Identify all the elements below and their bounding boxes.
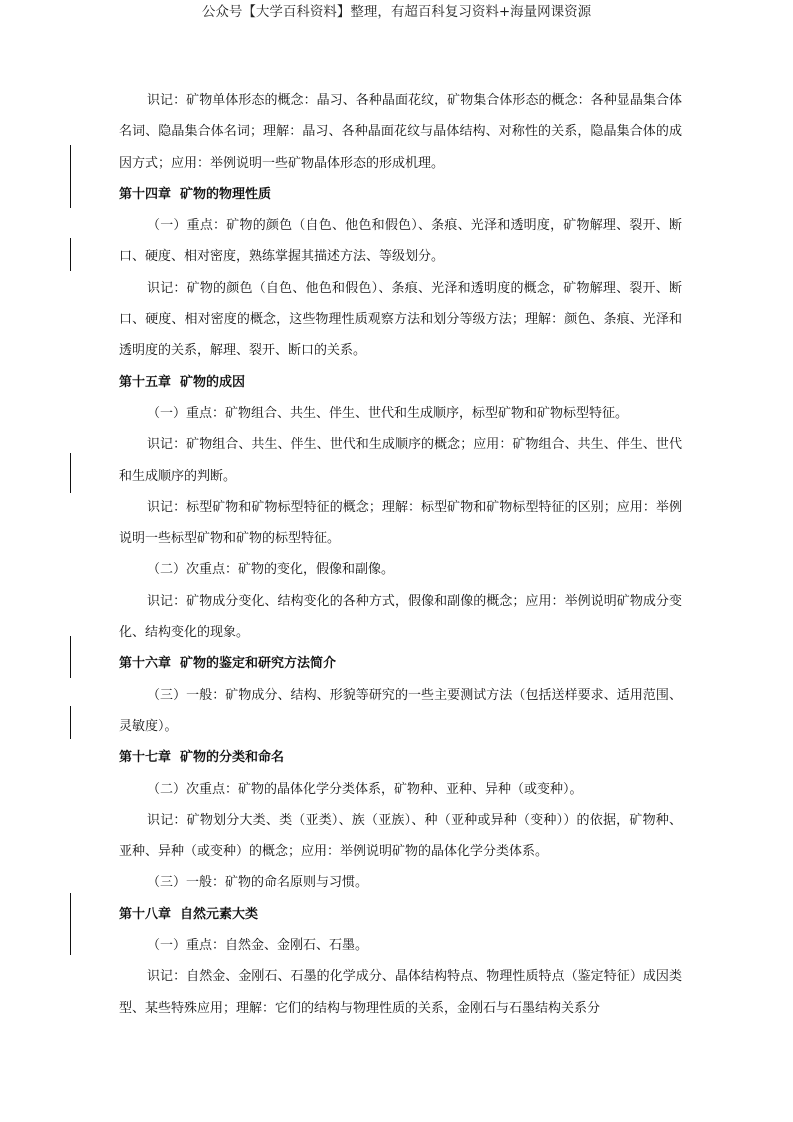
margin-change-bar (70, 636, 71, 678)
chapter-16-heading: 第十六章 矿物的鉴定和研究方法简介 (119, 656, 337, 672)
margin-change-bar (70, 145, 71, 208)
document-body (119, 85, 682, 1024)
paragraph-ch17-secondary-points: （二）次重点：矿物的晶体化学分类体系，矿物种、亚种、异种（或变种）。 (147, 781, 583, 797)
chapter-18-heading: 第十八章 自然元素大类 (119, 906, 259, 922)
paragraph-ch14-recall: 识记：矿物的颜色（自色、他色和假色）、条痕、光泽和透明度的概念，矿物解理、裂开、断口、硬度、相对密度的概念，这些物理性质观察方法和划分等级方法；理解：颜色、条痕、光泽和透明度的关系，解理、裂开、断口的关系。 (119, 280, 682, 359)
paragraph-ch17-general: （三）一般：矿物的命名原则与习惯。 (147, 875, 369, 891)
page-header: 公众号【大学百科资料】整理，有超百科复习资料+海量网课资源 (201, 4, 592, 20)
paragraph-ch18-recall: 识记：自然金、金刚石、石墨的化学成分、晶体结构特点、物理性质特点（鉴定特征）成因类型、某些特殊应用；理解：它们的结构与物理性质的关系，金刚石与石墨结构关系分 (119, 969, 682, 1016)
paragraph-mineral-morphology-recall: 识记：矿物单体形态的概念：晶习、各种晶面花纹，矿物集合体形态的概念：各种显晶集合体名词、隐晶集合体名词；理解：晶习、各种晶面花纹与晶体结构、对称性的关系，隐晶集合体的成因方式；应用：举例说明一些矿物晶体形态的形成机理。 (119, 93, 682, 171)
margin-change-bar (70, 706, 71, 739)
margin-change-bar (70, 453, 71, 493)
paragraph-ch15-recall-typomorphic: 识记：标型矿物和矿物标型特征的概念；理解：标型矿物和矿物标型特征的区别；应用：举例说明一些标型矿物和矿物的标型特征。 (119, 499, 682, 547)
paragraph-ch16-general: （三）一般：矿物成分、结构、形貌等研究的一些主要测试方法（包括送样要求、适用范围、灵敏度）。 (119, 687, 682, 734)
paragraph-ch15-secondary-points: （二）次重点：矿物的变化，假像和副像。 (147, 562, 395, 578)
paragraph-ch18-key-points: （一）重点：自然金、金刚石、石墨。 (147, 938, 369, 954)
paragraph-ch15-key-points: （一）重点：矿物组合、共生、伴生、世代和生成顺序，标型矿物和矿物标型特征。 (147, 405, 629, 421)
paragraph-ch15-recall-changes: 识记：矿物成分变化、结构变化的各种方式，假像和副像的概念；应用：举例说明矿物成分变化、结构变化的现象。 (119, 593, 682, 641)
paragraph-ch17-recall: 识记：矿物划分大类、类（亚类）、族（亚族）、种（亚种或异种（变种））的依据，矿物种、亚种、异种（或变种）的概念；应用：举例说明矿物的晶体化学分类体系。 (119, 812, 682, 860)
chapter-15-heading: 第十五章 矿物的成因 (119, 374, 246, 390)
chapter-14-heading: 第十四章 矿物的物理性质 (119, 186, 272, 202)
paragraph-ch15-recall-assemblage: 识记：矿物组合、共生、伴生、世代和生成顺序的概念；应用：矿物组合、共生、伴生、世代和生成顺序的判断。 (119, 437, 682, 484)
margin-change-bar (70, 238, 71, 271)
chapter-17-heading: 第十七章 矿物的分类和命名 (119, 750, 285, 766)
paragraph-ch14-key-points: （一）重点：矿物的颜色（自色、他色和假色）、条痕、光泽和透明度，矿物解理、裂开、断口、硬度、相对密度，熟练掌握其描述方法、等级划分。 (119, 218, 682, 265)
margin-change-bar (70, 893, 71, 955)
